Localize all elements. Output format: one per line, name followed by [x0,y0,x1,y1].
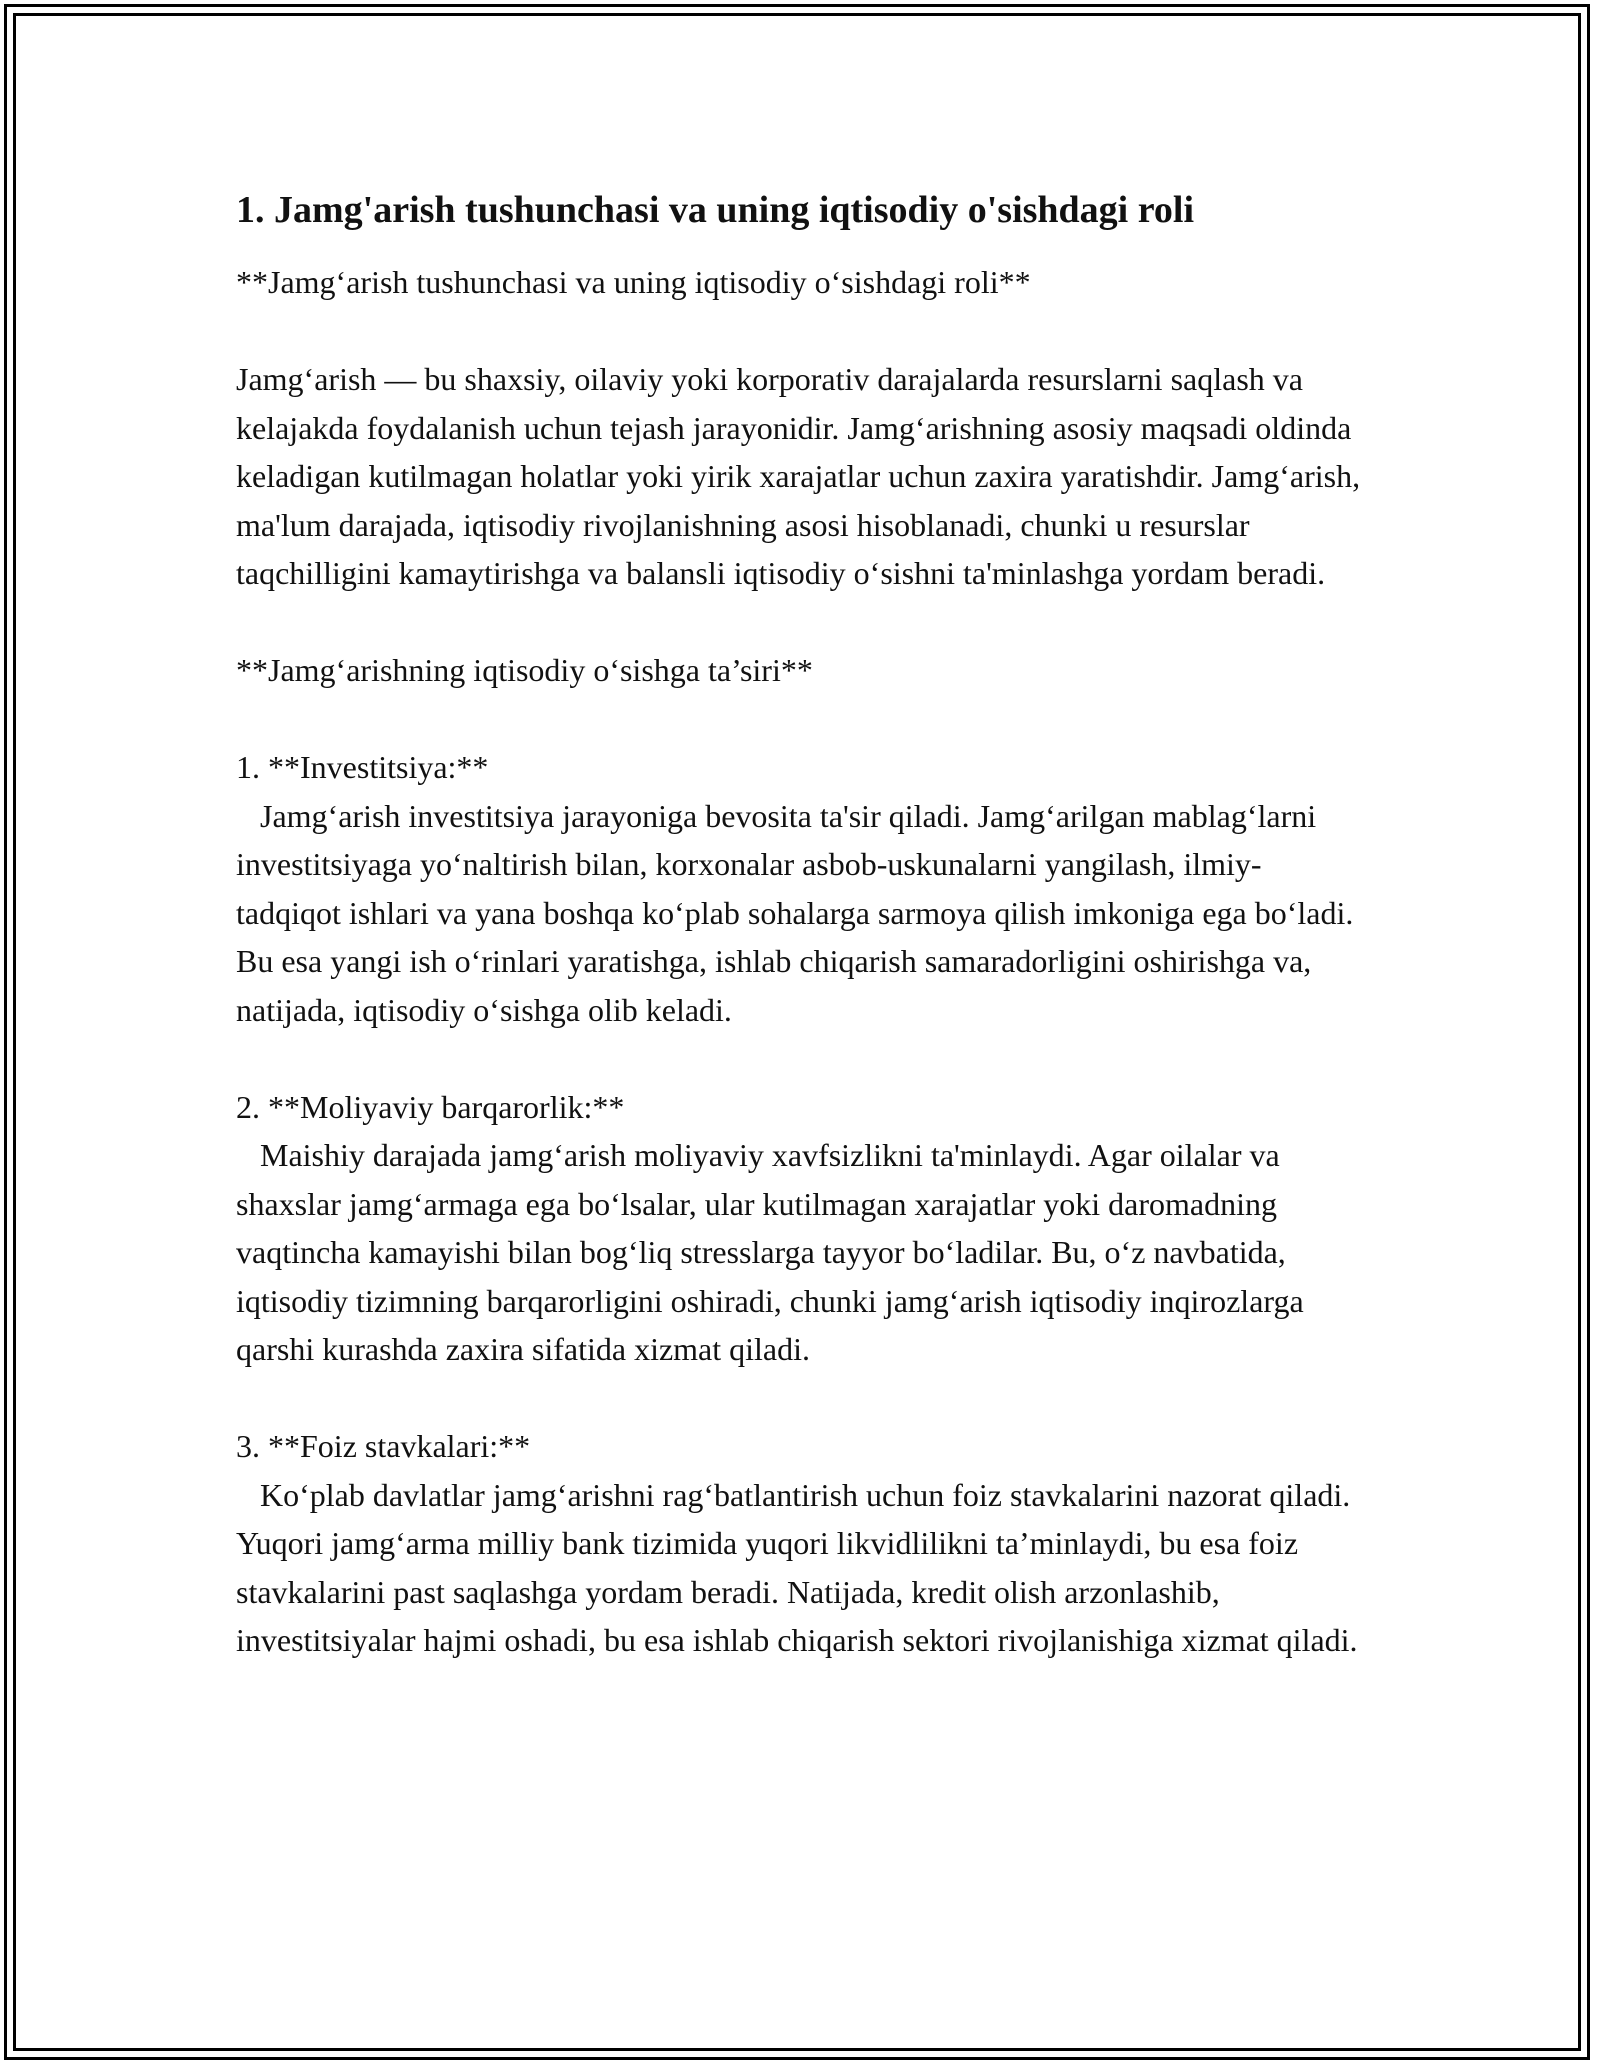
paragraph-gap [236,695,1366,744]
intro-paragraph: Jamg‘arish — bu shaxsiy, oilaviy yoki korporativ darajalarda resurslarni saqlash va kelajakda foydalanish uchun tejash jarayonidir. Jamg‘arishning asosiy maqsadi oldinda keladigan kutilmagan holatlar yoki yirik xarajatlar uchun zaxira yaratishdir. Jamg‘arish, ma'lum darajada, iqtisodiy rivojlanishning asosi hisoblanadi, chunki u resurslar taqchilligini kamaytirishga va balansli iqtisodiy o‘sishni ta'minlashga yordam beradi. [236,361,1369,591]
paragraph-gap [236,1374,1366,1423]
paragraph-gap [236,307,1366,356]
list-item-text: Ko‘plab davlatlar jamg‘arishni rag‘batlantirish uchun foiz stavkalarini nazorat qiladi. Yuqori jamg‘arma milliy bank tizimida yuqori likvidlilikni ta’minlaydi, bu esa foiz stavkalarini past saqlashga yordam beradi. Natijada, kredit olish arzonlashib, investitsiyalar hajmi oshadi, bu esa ishlab chiqarish sektori rivojlanishiga xizmat qiladi. [236,1476,1358,1658]
document-body [236,186,1369,1665]
list-item-title: 3. **Foiz stavkalari:** [236,1428,531,1464]
list-item-text: Jamg‘arish investitsiya jarayoniga bevosita ta'sir qiladi. Jamg‘arilgan mablag‘larni investitsiyaga yo‘naltirish bilan, korxonalar asbob-uskunalarni yangilash, ilmiy-tadqiqot ishlari va yana boshqa ko‘plab sohalarga sarmoya qilish imkoniga ega bo‘ladi. Bu esa yangi ish o‘rinlari yaratishga, ishlab chiqarish samaradorligini oshirishga va, natijada, iqtisodiy o‘sishga olib keladi. [236,797,1362,1028]
section-title: **Jamg‘arishning iqtisodiy o‘sishga ta’siri** [236,652,813,688]
list-item-text: Maishiy darajada jamg‘arish moliyaviy xavfsizlikni ta'minlaydi. Agar oilalar va shaxslar jamg‘armaga ega bo‘lsalar, ular kutilmagan xarajatlar yoki daromadning vaqtincha kamayishi bilan bog‘liq stresslarga tayyor bo‘ladilar. Bu, o‘z navbatida, iqtisodiy tizimning barqarorligini oshiradi, chunki jamg‘arish iqtisodiy inqirozlarga qarshi kurashda zaxira sifatida xizmat qiladi. [236,1137,1312,1367]
document-heading: 1. Jamg'arish tushunchasi va uning iqtisodiy o'sishdagi roli [236,189,1195,231]
list-item-title: 2. **Moliyaviy barqarorlik:** [236,1088,625,1125]
list-item-title: 1. **Investitsiya:** [236,749,489,785]
document-subtitle: **Jamg‘arish tushunchasi va uning iqtisodiy o‘sishdagi roli** [236,264,1031,300]
paragraph-gap [236,598,1366,647]
paragraph-gap [236,1034,1366,1083]
